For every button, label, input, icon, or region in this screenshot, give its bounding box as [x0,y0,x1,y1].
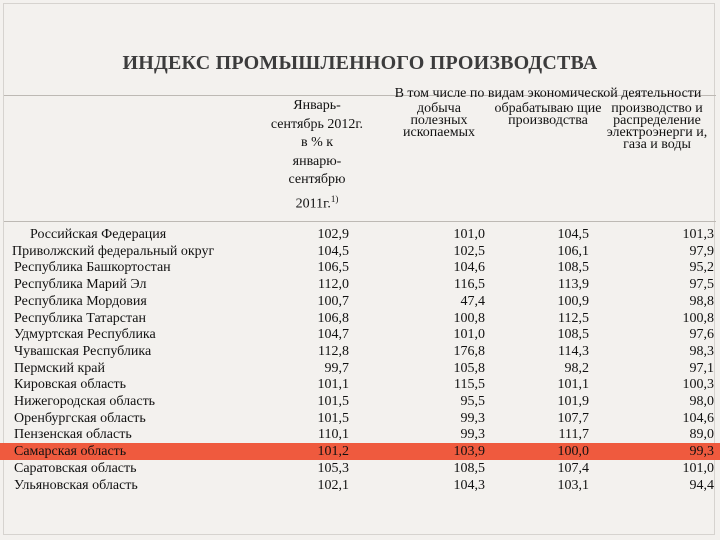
manufacturing-index-value: 100,9 [557,293,589,309]
table-row [0,360,720,377]
region-name: Российская Федерация [30,227,167,242]
region-name: Приволжский федеральный округ [12,243,215,259]
table-row [0,243,720,260]
manufacturing-index-value: 107,7 [557,410,589,426]
table-row [0,276,720,293]
header-bottom-rule [4,221,716,222]
table-row [0,293,720,310]
table-row [0,410,720,427]
period-line: в % к [300,135,334,150]
region-name: Кировская область [14,377,127,393]
table-row [0,226,720,243]
mining-index-value: 116,5 [454,277,485,293]
utilities-index-value: 98,3 [689,343,714,359]
utilities-index-value: 101,3 [682,227,714,242]
total-index-value: 102,1 [317,477,349,493]
mining-index-value: 176,8 [453,343,485,359]
period-line [262,190,372,214]
total-index-value: 110,1 [318,427,349,443]
total-index-value: 102,9 [317,227,349,242]
total-index-value: 104,7 [317,327,349,343]
manufacturing-index-value: 104,5 [557,227,589,242]
total-index-value: 99,7 [324,360,349,376]
region-name: Саратовская область [14,460,137,476]
total-index-value: 101,1 [317,377,349,393]
mining-index-value: 100,8 [453,310,485,326]
utilities-index-value: 97,5 [689,277,714,293]
region-name: Удмуртская Республика [14,327,156,343]
period-footnote: 1) [330,193,339,204]
utilities-index-value: 97,1 [689,360,714,376]
region-name: Оренбургская область [14,410,146,426]
mining-index-value: 103,9 [453,444,485,460]
manufacturing-index-value: 108,5 [557,327,589,343]
region-name: Чувашская Республика [14,343,152,359]
utilities-index-value: 100,8 [682,310,714,326]
mining-index-value: 105,8 [453,360,485,376]
manufacturing-column-header: обрабатываю щие производства [494,101,602,128]
utilities-index-value: 97,6 [689,327,714,343]
mining-index-value: 115,5 [454,377,485,393]
mining-index-value: 99,3 [460,427,485,443]
region-name: Республика Татарстан [14,310,147,326]
period-year: 2011г. [295,196,331,212]
total-index-value: 106,8 [317,310,349,326]
utilities-index-value: 97,9 [689,243,714,259]
mining-index-value: 101,0 [453,227,485,242]
region-name: Пензенская область [14,427,132,443]
table-row [0,426,720,443]
region-name: Нижегородская область [14,394,156,409]
manufacturing-index-value: 100,0 [557,444,589,460]
table-row [0,460,720,477]
manufacturing-index-value: 107,4 [557,460,589,476]
mining-column-header: добыча полезных ископаемых [403,101,475,140]
region-name: Ульяновская область [14,477,138,493]
table-row [0,343,720,360]
table-row [0,477,720,494]
utilities-index-value: 100,3 [682,377,714,393]
utilities-index-value: 101,0 [682,460,714,476]
region-name: Республика Мордовия [14,293,147,309]
utilities-index-value: 94,4 [689,477,714,493]
utilities-index-value: 99,3 [689,444,714,460]
mining-index-value: 104,6 [453,260,485,276]
total-index-value: 112,8 [318,343,349,359]
period-column-header [262,97,372,214]
mining-index-value: 108,5 [453,460,485,476]
table-row [0,310,720,327]
period-line: сентябрь 2012г. [270,116,364,132]
utilities-index-value: 95,2 [689,260,714,276]
manufacturing-index-value: 112,5 [558,310,589,326]
region-name: Республика Марий Эл [14,277,147,293]
region-name: Республика Башкортостан [14,260,171,276]
activity-group-header: В том числе по видам экономической деятельности [394,86,702,101]
utilities-index-value: 89,0 [689,427,714,443]
mining-index-value: 102,5 [453,243,485,259]
total-index-value: 112,0 [318,277,349,293]
manufacturing-index-value: 103,1 [557,477,589,493]
mining-index-value: 104,3 [453,477,485,493]
total-index-value: 105,3 [317,460,349,476]
period-line: Январь- [293,98,341,113]
table-row [0,443,720,460]
slide-title: ИНДЕКС ПРОМЫШЛЕННОГО ПРОИЗВОДСТВА [122,52,598,74]
manufacturing-index-value: 98,2 [564,360,589,376]
mining-index-value: 47,4 [460,293,485,309]
utilities-column-header: производство и распределение электроэнерги и, газа и воды [606,101,708,152]
manufacturing-index-value: 111,7 [558,427,589,443]
mining-index-value: 101,0 [453,327,485,343]
period-line: сентябрю [288,172,346,187]
total-index-value: 101,2 [317,444,349,460]
utilities-index-value: 104,6 [682,410,714,426]
manufacturing-index-value: 108,5 [557,260,589,276]
table-row [0,326,720,343]
table-row [0,393,720,410]
utilities-index-value: 98,8 [689,293,714,309]
table-row [0,376,720,393]
utilities-index-value: 98,0 [689,394,714,409]
total-index-value: 101,5 [317,410,349,426]
manufacturing-index-value: 101,1 [557,377,589,393]
manufacturing-index-value: 106,1 [557,243,589,259]
region-name: Самарская область [14,444,127,460]
region-name: Пермский край [14,360,105,376]
mining-index-value: 99,3 [460,410,485,426]
total-index-value: 104,5 [317,243,349,259]
total-index-value: 100,7 [317,293,349,309]
period-line: январю- [292,153,342,169]
table-row [0,259,720,276]
total-index-value: 106,5 [317,260,349,276]
total-index-value: 101,5 [317,394,349,409]
mining-index-value: 95,5 [460,394,485,409]
manufacturing-index-value: 101,9 [557,394,589,409]
manufacturing-index-value: 114,3 [558,343,589,359]
manufacturing-index-value: 113,9 [558,277,589,293]
